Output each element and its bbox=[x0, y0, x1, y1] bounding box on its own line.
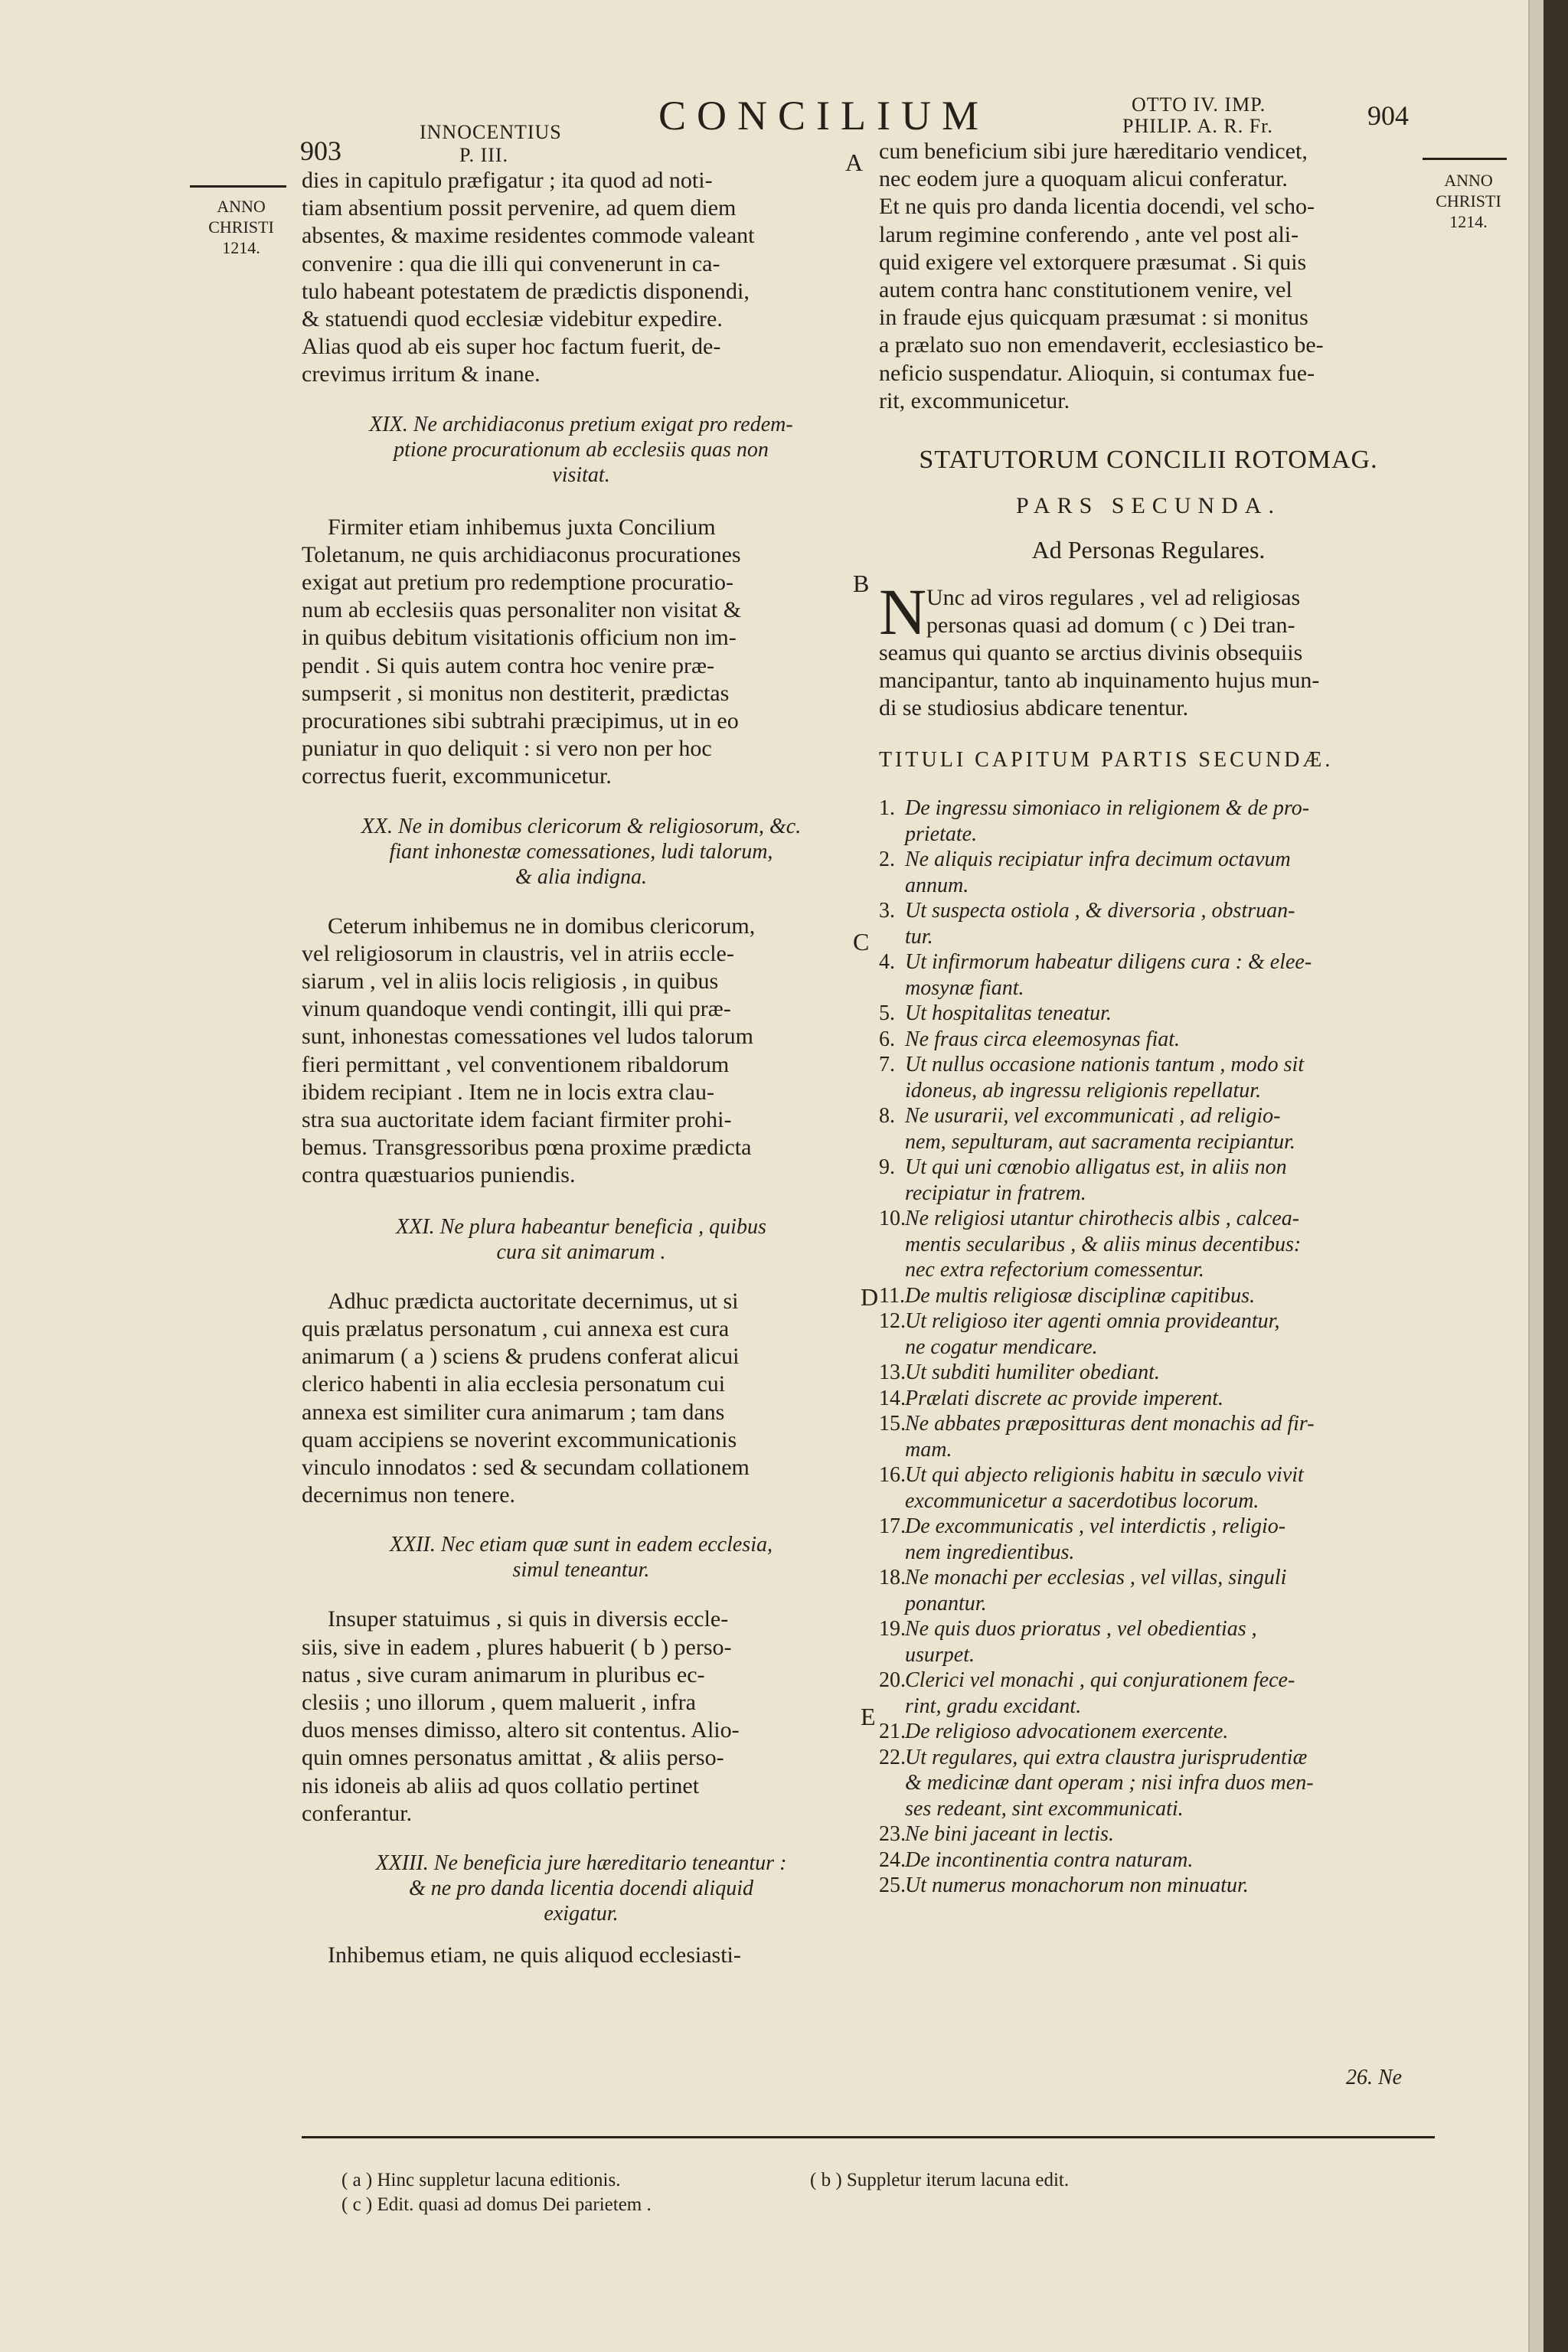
chapter-heading-19 bbox=[302, 412, 861, 488]
chapter-title-continuation: idoneus, ab ingressu religionis repellatur. bbox=[905, 1078, 1262, 1102]
drop-cap: N bbox=[879, 575, 927, 649]
chapter-title-continuation: recipiatur in fratrem. bbox=[905, 1181, 1086, 1205]
chapter-number: 1. bbox=[879, 796, 895, 821]
text-line: Insuper statuimus , si quis in diversis eccle- bbox=[328, 1606, 729, 1632]
running-head-right: OTTO IV. IMP. bbox=[1132, 93, 1266, 116]
side-year-right-line: ANNO bbox=[1444, 171, 1493, 190]
chapter-number: 5. bbox=[879, 1001, 895, 1026]
heading-line: XX. Ne in domibus clericorum & religiosorum, &c. bbox=[361, 814, 802, 838]
chapter-number: 6. bbox=[879, 1027, 895, 1051]
chapter-number: 3. bbox=[879, 899, 895, 923]
chapter-list-item bbox=[879, 1616, 1418, 1668]
heading-line: ptione procurationum ab ecclesiis quas non bbox=[394, 437, 769, 462]
heading-line: & ne pro danda licentia docendi aliquid bbox=[408, 1876, 753, 1900]
chapter-list-item bbox=[879, 1027, 1418, 1053]
text-line: Alias quod ab eis super hoc factum fuerit, de- bbox=[302, 334, 721, 360]
chapter-title-continuation: prietate. bbox=[905, 822, 978, 846]
chapter-title: Ne bini jaceant in lectis. bbox=[905, 1822, 1114, 1847]
pars-heading: PARS SECUNDA. bbox=[1016, 493, 1281, 519]
text-line: bemus. Transgressoribus pœna proxime prædicta bbox=[302, 1135, 752, 1161]
chapter-title: Ut religioso iter agenti omnia provideantur, bbox=[905, 1309, 1280, 1334]
chapter-title-continuation: ponantur. bbox=[905, 1591, 987, 1615]
chapter-title: De ingressu simoniaco in religionem & de pro- bbox=[905, 796, 1310, 821]
side-year-left-line: 1214. bbox=[222, 238, 260, 257]
chapter-title: Ne quis duos prioratus , vel obedientias , bbox=[905, 1617, 1257, 1642]
chapter-number: 16. bbox=[879, 1463, 906, 1488]
text-line: a prælato suo non emendaverit, ecclesiastico be- bbox=[879, 332, 1324, 358]
chapter-number: 19. bbox=[879, 1617, 906, 1642]
statute-title: STATUTORUM CONCILII ROTOMAG. bbox=[919, 446, 1378, 475]
chapter-heading-20 bbox=[302, 814, 861, 890]
running-head-right-sub: PHILIP. A. R. Fr. bbox=[1122, 115, 1273, 137]
chapter-list-item bbox=[879, 1001, 1418, 1027]
chapter-list-item bbox=[879, 1103, 1418, 1155]
chapter-heading-22 bbox=[302, 1532, 861, 1583]
chapter-number: 14. bbox=[879, 1386, 906, 1410]
text-line: conferantur. bbox=[302, 1800, 413, 1826]
chapter-list-item bbox=[879, 1206, 1418, 1283]
text-line: convenire : qua die illi qui convenerunt in ca- bbox=[302, 250, 720, 276]
chapter-list-item bbox=[879, 898, 1418, 949]
text-line: quis prælatus personatum , cui annexa est cura bbox=[302, 1315, 730, 1341]
chapter-title: De multis religiosæ disciplinæ capitibus. bbox=[905, 1283, 1256, 1308]
paragraph-20 bbox=[302, 913, 861, 1190]
chapter-title-continuation: nem, sepulturam, aut sacramenta recipiantur. bbox=[905, 1129, 1295, 1154]
text-line: rit, excommunicetur. bbox=[879, 387, 1070, 413]
chapter-list-item bbox=[879, 1745, 1418, 1822]
text-line: Et ne quis pro danda licentia docendi, vel scho- bbox=[879, 194, 1315, 220]
intro-paragraph bbox=[879, 575, 1418, 722]
text-line: Unc ad viros regulares , vel ad religiosas bbox=[926, 585, 1301, 611]
side-dash-left bbox=[190, 185, 286, 188]
chapter-title: De religioso advocationem exercente. bbox=[905, 1720, 1229, 1744]
page-number-left: 903 bbox=[300, 136, 341, 166]
chapter-list-item bbox=[879, 1847, 1418, 1873]
chapter-number: 13. bbox=[879, 1361, 906, 1385]
heading-line: XIX. Ne archidiaconus pretium exigat pro redem- bbox=[369, 412, 793, 436]
text-line: fieri permittant , vel conventionem ribaldorum bbox=[302, 1051, 730, 1077]
footnote-a: ( a ) Hinc suppletur lacuna editionis. bbox=[341, 2170, 621, 2190]
chapter-number: 15. bbox=[879, 1412, 906, 1436]
chapter-title: Ne religiosi utantur chirothecis albis , calcea- bbox=[905, 1207, 1300, 1231]
text-line: mancipantur, tanto ab inquinamento hujus mun- bbox=[879, 668, 1320, 694]
text-line: sumpserit , si monitus non destiterit, prædictas bbox=[302, 680, 730, 706]
chapter-number: 8. bbox=[879, 1104, 895, 1129]
chapter-title-continuation: usurpet. bbox=[905, 1642, 975, 1667]
text-line: ibidem recipiant . Item ne in locis extra clau- bbox=[302, 1079, 714, 1105]
chapter-number: 25. bbox=[879, 1873, 906, 1898]
text-line: absentes, & maxime residentes commode valeant bbox=[302, 223, 755, 249]
text-line: personas quasi ad domum ( c ) Dei tran- bbox=[926, 612, 1295, 639]
chapter-title: Ut numerus monachorum non minuatur. bbox=[905, 1873, 1249, 1898]
text-line: stra sua auctoritate idem faciant firmiter prohi- bbox=[302, 1107, 732, 1133]
chapter-title: Clerici vel monachi , qui conjurationem fece- bbox=[905, 1668, 1295, 1693]
chapter-title: Ut suspecta ostiola , & diversoria , obstruan- bbox=[905, 899, 1295, 923]
footnote-c: ( c ) Edit. quasi ad domus Dei parietem . bbox=[341, 2194, 652, 2215]
chapter-number: 7. bbox=[879, 1053, 895, 1077]
chapter-title: Ut regulares, qui extra claustra jurisprudentiæ bbox=[905, 1745, 1308, 1769]
chapter-title: Ne abbates præpositturas dent monachis ad fir- bbox=[905, 1412, 1315, 1436]
chapter-list-item bbox=[879, 1821, 1418, 1847]
footnote-rule bbox=[302, 2136, 1435, 2138]
chapter-number: 18. bbox=[879, 1566, 906, 1590]
text-line: autem contra hanc constitutionem venire, vel bbox=[879, 277, 1292, 303]
chapter-title: Ne fraus circa eleemosynas fiat. bbox=[905, 1027, 1181, 1051]
chapter-title: Ne aliquis recipiatur infra decimum octavum bbox=[905, 848, 1291, 872]
heading-line: XXIII. Ne beneficia jure hæreditario teneantur : bbox=[375, 1851, 787, 1875]
chapter-number: 17. bbox=[879, 1514, 906, 1539]
text-line: num ab ecclesiis quas personaliter non visitat & bbox=[302, 597, 742, 623]
chapter-title: Ut qui uni cœnobio alligatus est, in aliis non bbox=[905, 1155, 1287, 1180]
chapter-title-continuation: excommunicetur a sacerdotibus locorum. bbox=[905, 1488, 1259, 1513]
paragraph-23 bbox=[302, 1942, 861, 1969]
side-year-right bbox=[1430, 170, 1507, 232]
paragraph-continuation bbox=[302, 167, 861, 389]
paragraph-continuation-right bbox=[879, 138, 1418, 415]
footnote-b: ( b ) Suppletur iterum lacuna edit. bbox=[810, 2170, 1070, 2190]
text-line: annexa est similiter cura animarum ; tam dans bbox=[302, 1399, 725, 1425]
margin-letter-a: A bbox=[845, 149, 864, 176]
chapter-title: Prælati discrete ac provide imperent. bbox=[905, 1386, 1224, 1410]
text-line: Firmiter etiam inhibemus juxta Concilium bbox=[328, 514, 716, 540]
text-line: exigat aut pretium pro redemptione procuratio- bbox=[302, 570, 733, 596]
chapter-title-continuation: & medicinæ dant operam ; nisi infra duos men- bbox=[905, 1771, 1314, 1795]
heading-line: & alia indigna. bbox=[515, 864, 647, 889]
chapter-list-item bbox=[879, 1462, 1418, 1514]
chapter-number: 11. bbox=[879, 1283, 905, 1308]
chapter-title-continuation: mam. bbox=[905, 1437, 952, 1462]
chapter-title: Ut hospitalitas teneatur. bbox=[905, 1001, 1112, 1026]
text-line: quid exigere vel extorquere præsumat . Si quis bbox=[879, 249, 1307, 275]
paragraph-22 bbox=[302, 1606, 861, 1828]
chapter-number: 20. bbox=[879, 1668, 906, 1693]
side-year-left-line: ANNO bbox=[217, 197, 266, 216]
chapter-title-continuation: ne cogatur mendicare. bbox=[905, 1334, 1098, 1359]
side-year-left-line: CHRISTI bbox=[208, 217, 274, 237]
chapter-list-item bbox=[879, 1308, 1418, 1360]
margin-letter-d: D bbox=[861, 1283, 879, 1311]
text-line: larum regimine conferendo , ante vel post ali- bbox=[879, 221, 1299, 247]
chapter-list-item bbox=[879, 1360, 1418, 1386]
text-line: siarum , vel in aliis locis religiosis , in quibus bbox=[302, 969, 719, 995]
text-line: quin omnes personatus amittat , & aliis perso- bbox=[302, 1745, 724, 1771]
text-line: siis, sive in eadem , plures habuerit ( b ) perso- bbox=[302, 1634, 732, 1660]
text-line: dies in capitulo præfigatur ; ita quod ad noti- bbox=[302, 168, 713, 193]
heading-line: visitat. bbox=[552, 462, 610, 487]
text-line: pendit . Si quis autem contra hoc venire præ- bbox=[302, 652, 715, 678]
chapter-number: 4. bbox=[879, 950, 895, 975]
text-line: contra quæstuarios puniendis. bbox=[302, 1162, 576, 1188]
tituli-heading: TITULI CAPITUM PARTIS SECUNDÆ. bbox=[879, 748, 1334, 773]
chapter-title: Ut qui abjecto religionis habitu in sæculo vivit bbox=[905, 1463, 1304, 1488]
chapter-number: 12. bbox=[879, 1309, 906, 1334]
chapter-list-item bbox=[879, 847, 1418, 898]
chapter-heading-23 bbox=[302, 1851, 861, 1926]
text-line: natus , sive curam animarum in pluribus ec- bbox=[302, 1661, 705, 1687]
text-line: sunt, inhonestas comessationes vel ludos talorum bbox=[302, 1024, 753, 1050]
section-heading: Ad Personas Regulares. bbox=[1031, 536, 1266, 564]
chapter-list-item bbox=[879, 1052, 1418, 1103]
margin-letter-c: C bbox=[853, 928, 870, 956]
text-line: Adhuc prædicta auctoritate decernimus, ut si bbox=[328, 1288, 739, 1314]
chapter-number: 9. bbox=[879, 1155, 895, 1180]
chapter-list-item bbox=[879, 1283, 1418, 1309]
chapter-title: De incontinentia contra naturam. bbox=[905, 1847, 1194, 1872]
text-line: Ceterum inhibemus ne in domibus clericorum, bbox=[328, 913, 756, 939]
chapter-list-item bbox=[879, 1565, 1418, 1616]
heading-line: fiant inhonestæ comessationes, ludi talorum, bbox=[389, 839, 773, 864]
heading-line: simul teneantur. bbox=[512, 1558, 650, 1583]
text-line: cum beneficium sibi jure hæreditario vendicet, bbox=[879, 139, 1308, 164]
text-line: clerico habenti in alia ecclesia personatum cui bbox=[302, 1371, 726, 1397]
chapter-title: Ut infirmorum habeatur diligens cura : & elee- bbox=[905, 950, 1312, 975]
text-line: seamus qui quanto se arctius divinis obsequiis bbox=[879, 640, 1303, 666]
text-line: di se studiosius abdicare tenentur. bbox=[879, 695, 1189, 721]
chapter-title-continuation: annum. bbox=[905, 873, 969, 897]
text-line: in quibus debitum visitationis officium non im- bbox=[302, 625, 737, 651]
chapter-list-item bbox=[879, 1514, 1418, 1565]
chapter-list-item bbox=[879, 795, 1418, 847]
chapter-title-continuation: rint, gradu excidant. bbox=[905, 1694, 1082, 1718]
text-line: puniatur in quo deliquit : si vero non per hoc bbox=[302, 736, 712, 762]
text-line: Toletanum, ne quis archidiaconus procurationes bbox=[302, 541, 741, 567]
chapter-title-continuation: nec extra refectorium comessentur. bbox=[905, 1258, 1204, 1282]
left-column bbox=[302, 167, 861, 1969]
chapter-title: Ut nullus occasione nationis tantum , modo sit bbox=[905, 1053, 1305, 1077]
text-line: vinculo innodatos : sed & secundam collationem bbox=[302, 1454, 750, 1480]
side-year-right-line: CHRISTI bbox=[1436, 191, 1501, 211]
chapter-list-item bbox=[879, 1668, 1418, 1719]
chapter-list bbox=[879, 795, 1418, 1899]
chapter-title-continuation: tur. bbox=[905, 924, 933, 949]
chapter-number: 10. bbox=[879, 1207, 906, 1231]
text-line: tiam absentium possit pervenire, ad quem diem bbox=[302, 195, 737, 221]
margin-letter-e: E bbox=[861, 1703, 876, 1730]
paragraph-21 bbox=[302, 1288, 861, 1510]
text-line: Inhibemus etiam, ne quis aliquod ecclesiasti- bbox=[328, 1942, 741, 1968]
side-dash-right bbox=[1423, 158, 1507, 160]
chapter-number: 2. bbox=[879, 848, 895, 872]
chapter-title-continuation: mosynæ fiant. bbox=[905, 975, 1024, 1000]
text-line: in fraude ejus quicquam præsumat : si monitus bbox=[879, 305, 1308, 331]
text-line: vel religiosorum in claustris, vel in atriis eccle- bbox=[302, 940, 734, 966]
text-line: quam accipiens se noverint excommunicationis bbox=[302, 1426, 737, 1452]
text-line: animarum ( a ) sciens & prudens conferat alicui bbox=[302, 1344, 740, 1370]
chapter-number: 21. bbox=[879, 1720, 906, 1744]
chapter-title: Ut subditi humiliter obediant. bbox=[905, 1361, 1160, 1385]
chapter-title-continuation: mentis secularibus , & aliis minus decentibus: bbox=[905, 1232, 1302, 1256]
text-line: correctus fuerit, excommunicetur. bbox=[302, 763, 612, 789]
chapter-heading-21 bbox=[302, 1214, 861, 1265]
chapter-title: De excommunicatis , vel interdictis , religio- bbox=[905, 1514, 1286, 1539]
chapter-number: 24. bbox=[879, 1847, 906, 1872]
running-head-left-sub: P. III. bbox=[459, 144, 509, 166]
chapter-title-continuation: nem ingredientibus. bbox=[905, 1540, 1075, 1564]
chapter-list-item bbox=[879, 1873, 1418, 1899]
chapter-title: Ne monachi per ecclesias , vel villas, singuli bbox=[905, 1566, 1287, 1590]
chapter-list-item bbox=[879, 1386, 1418, 1412]
book-binding bbox=[1544, 0, 1568, 2352]
heading-line: cura sit animarum . bbox=[496, 1240, 666, 1264]
chapter-number: 22. bbox=[879, 1745, 906, 1769]
text-line: procurationes sibi subtrahi præcipimus, ut in eo bbox=[302, 708, 739, 734]
chapter-list-item bbox=[879, 1411, 1418, 1462]
text-line: tulo habeant potestatem de prædictis disponendi, bbox=[302, 278, 750, 304]
chapter-title-continuation: ses redeant, sint excommunicati. bbox=[905, 1796, 1184, 1821]
text-line: vinum quandoque vendi contingit, illi qui præ- bbox=[302, 996, 731, 1022]
text-line: neficio suspendatur. Alioquin, si contumax fue- bbox=[879, 360, 1315, 386]
chapter-list-item bbox=[879, 949, 1418, 1001]
catchword: 26. Ne bbox=[1346, 2066, 1403, 2089]
text-line: clesiis ; uno illorum , quem maluerit , infra bbox=[302, 1689, 696, 1715]
chapter-list-item bbox=[879, 1155, 1418, 1206]
text-line: crevimus irritum & inane. bbox=[302, 361, 541, 387]
side-year-right-line: 1214. bbox=[1449, 212, 1488, 231]
heading-line: XXII. Nec etiam quæ sunt in eadem ecclesia, bbox=[390, 1533, 773, 1557]
text-line: & statuendi quod ecclesiæ videbitur expedire. bbox=[302, 306, 723, 332]
heading-line: exigatur. bbox=[544, 1901, 619, 1926]
running-head-left: INNOCENTIUS bbox=[420, 121, 562, 143]
text-line: nec eodem jure a quoquam alicui conferatur. bbox=[879, 166, 1288, 192]
page-number-right: 904 bbox=[1367, 100, 1409, 131]
text-line: duos menses dimisso, altero sit contentus. Alio- bbox=[302, 1717, 740, 1743]
page-title: CONCILIUM bbox=[658, 93, 989, 139]
text-line: decernimus non tenere. bbox=[302, 1482, 516, 1508]
chapter-title: Ne usurarii, vel excommunicati , ad religio- bbox=[905, 1104, 1281, 1129]
margin-letter-b: B bbox=[853, 570, 870, 597]
paragraph-19 bbox=[302, 514, 861, 791]
side-year-left bbox=[191, 196, 291, 258]
chapter-list-item bbox=[879, 1719, 1418, 1745]
chapter-number: 23. bbox=[879, 1822, 906, 1847]
text-line: nis idoneis ab aliis ad quos collatio pertinet bbox=[302, 1772, 700, 1798]
heading-line: XXI. Ne plura habeantur beneficia , quibus bbox=[396, 1214, 766, 1239]
right-column bbox=[879, 138, 1418, 1899]
